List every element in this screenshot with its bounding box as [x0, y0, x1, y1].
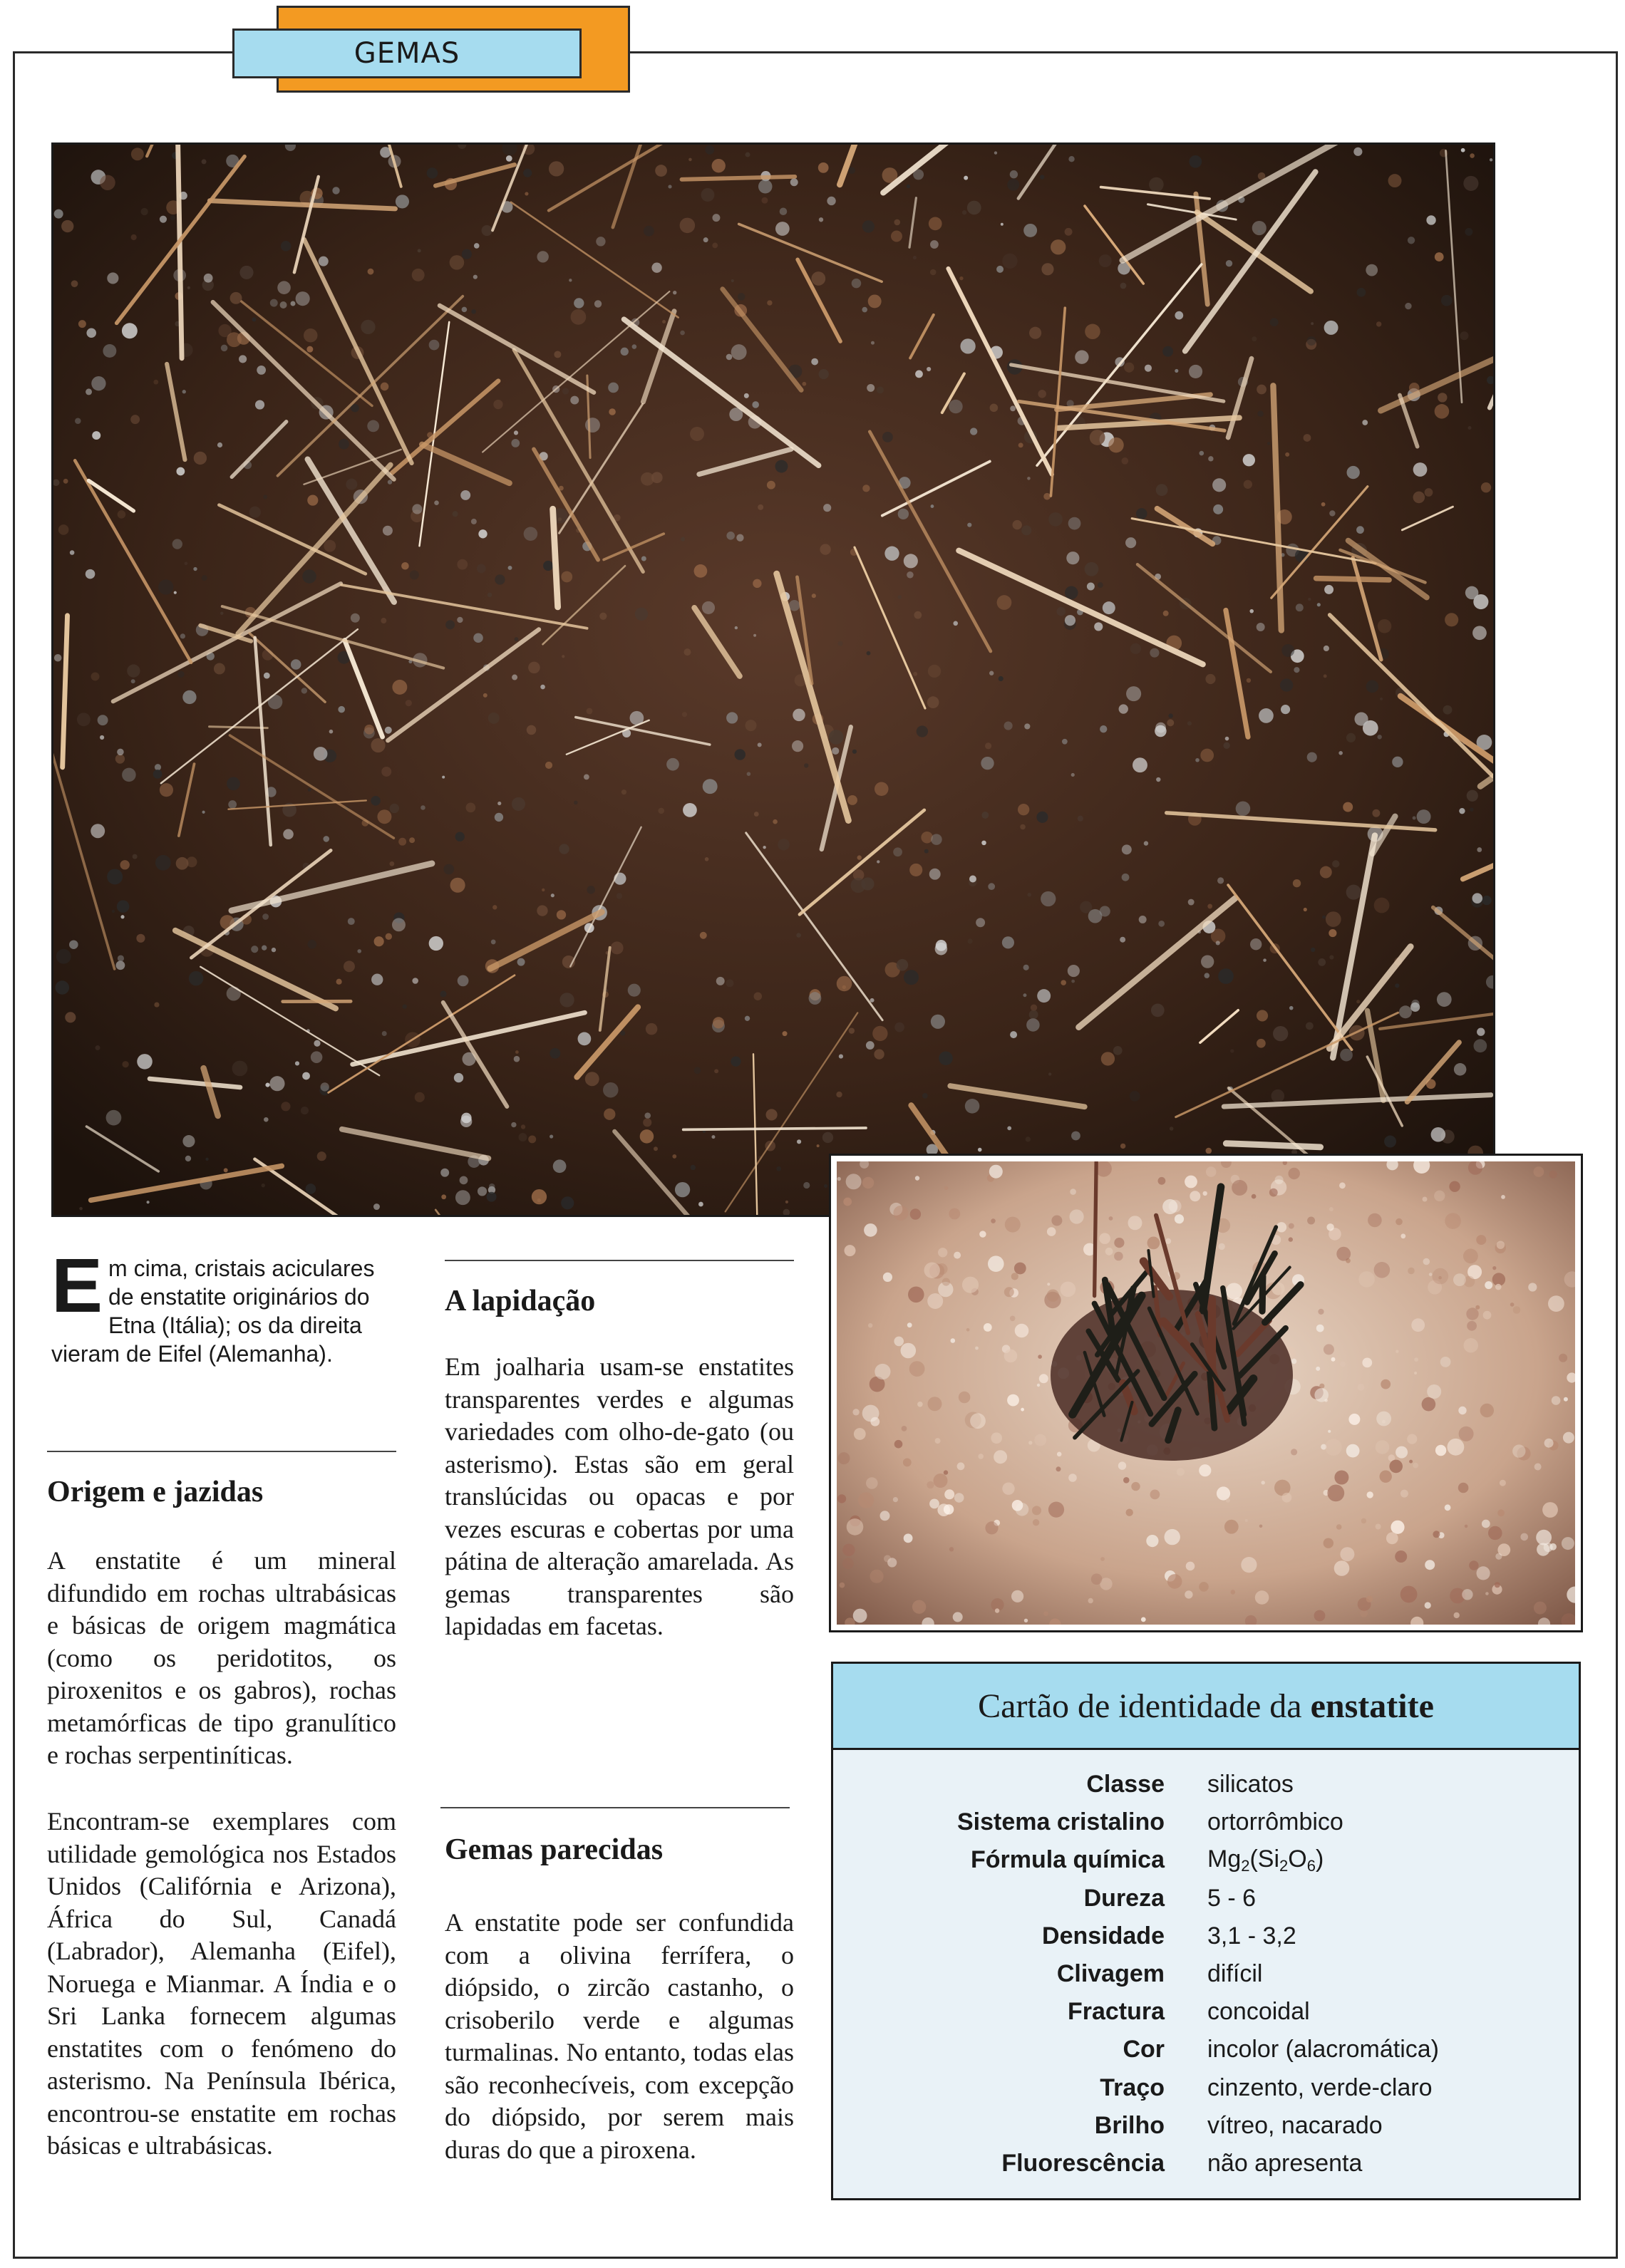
identity-row — [833, 1803, 1579, 1841]
identity-row-value: difícil — [1207, 1960, 1263, 1988]
identity-card-rows — [833, 1750, 1579, 2182]
caption-text: m cima, cristais aciculares de enstatite originários do Etna (Itália); os da direita vieram de Eifel (Alemanha). — [51, 1255, 375, 1367]
identity-row-value: 3,1 - 3,2 — [1207, 1922, 1296, 1949]
identity-row — [833, 1917, 1579, 1955]
identity-row-label: Classe — [1086, 1771, 1165, 1798]
heading-origem: Origem e jazidas — [47, 1476, 264, 1508]
identity-row-label: Traço — [1100, 2073, 1165, 2101]
identity-row-label: Fractura — [1067, 1998, 1165, 2026]
identity-row-value: 5 - 6 — [1207, 1884, 1257, 1912]
rule-origem — [47, 1451, 396, 1452]
identity-row-value: cinzento, verde-claro — [1207, 2073, 1433, 2101]
mineral-photo-enstatite-etna — [51, 143, 1495, 1217]
identity-row-label: Fórmula química — [970, 1846, 1165, 1874]
identity-row-value: silicatos — [1207, 1771, 1294, 1798]
identity-row-value: $Mg_2(Si_2O_6)$ — [1207, 1845, 1324, 1875]
section-tab: GEMAS — [232, 29, 582, 78]
origem-paragraph-2: Encontram-se exemplares com utilidade gemológica nos Estados Unidos (Califórnia e Arizona), África do Sul, Canadá (Labrador), Alemanha (Eifel), Noruega e Mianmar. A Índia e o Sri Lanka fornecem algumas enstatites com o fenómeno do asterismo. Na Península Ibérica, encontrou-se enstatite em rochas básicas e ultrabásicas. — [47, 1807, 396, 2160]
identity-row-value: ortorrômbico — [1207, 1808, 1343, 1836]
identity-row — [833, 2107, 1579, 2145]
identity-card-title-text: Cartão de identidade da — [978, 1687, 1302, 1725]
identity-row — [833, 2145, 1579, 2182]
identity-row-label: Brilho — [1094, 2111, 1165, 2139]
identity-row — [833, 1993, 1579, 2031]
parecidas-paragraph: A enstatite pode ser confundida com a olivina ferrífera, o diópsido, o zircão castanho, o crisoberilo verde e algumas turmalinas. No entanto, todas elas são reconhecíveis, com excepção do diópsido, por serem mais duras do que a piroxena. — [445, 1908, 794, 2164]
identity-card-title-mineral: enstatite — [1310, 1687, 1434, 1725]
identity-row-value: concoidal — [1207, 1998, 1310, 2026]
heading-lapidacao: A lapidação — [445, 1285, 596, 1317]
identity-row — [833, 2069, 1579, 2107]
identity-row — [833, 1955, 1579, 1993]
rule-parecidas — [440, 1807, 790, 1808]
identity-row-value: incolor (alacromática) — [1207, 2036, 1439, 2064]
identity-row — [833, 2031, 1579, 2068]
caption-dropcap: E — [51, 1242, 103, 1328]
identity-row — [833, 1880, 1579, 1917]
heading-parecidas: Gemas parecidas — [445, 1833, 664, 1866]
identity-row-value: vítreo, nacarado — [1207, 2111, 1383, 2139]
mineral-photo-enstatite-eifel — [831, 1156, 1581, 1630]
identity-row-value: não apresenta — [1207, 2149, 1363, 2177]
identity-row-label: Densidade — [1042, 1922, 1165, 1949]
photo-caption — [51, 1242, 401, 1368]
rule-lapidacao — [445, 1260, 794, 1261]
origem-paragraph-1: A enstatite é um mineral difundido em rochas ultrabásicas e básicas de origem magmática (como os peridotitos, os piroxenitos e os gabros), rochas metamórficas de tipo granulítico e rochas serpentiníticas. — [47, 1546, 396, 1769]
identity-row — [833, 1841, 1579, 1879]
identity-row-label: Sistema cristalino — [956, 1808, 1165, 1836]
identity-row-label: Fluorescência — [1001, 2149, 1165, 2177]
identity-row-label: Clivagem — [1056, 1960, 1165, 1988]
identity-row-label: Cor — [1123, 2036, 1165, 2064]
lapidacao-paragraph: Em joalharia usam-se enstatites transparentes verdes e algumas variedades com olho-de-gato (ou asterismo). Estas são em geral translúcidas ou opacas e por vezes escuras e cobertas por uma pátina de alteração amarelada. As gemas transparentes são lapidadas em facetas. — [445, 1352, 794, 1640]
identity-row-label: Dureza — [1083, 1884, 1165, 1912]
identity-card-title — [833, 1664, 1579, 1750]
identity-row — [833, 1766, 1579, 1803]
identity-card — [831, 1662, 1581, 2200]
